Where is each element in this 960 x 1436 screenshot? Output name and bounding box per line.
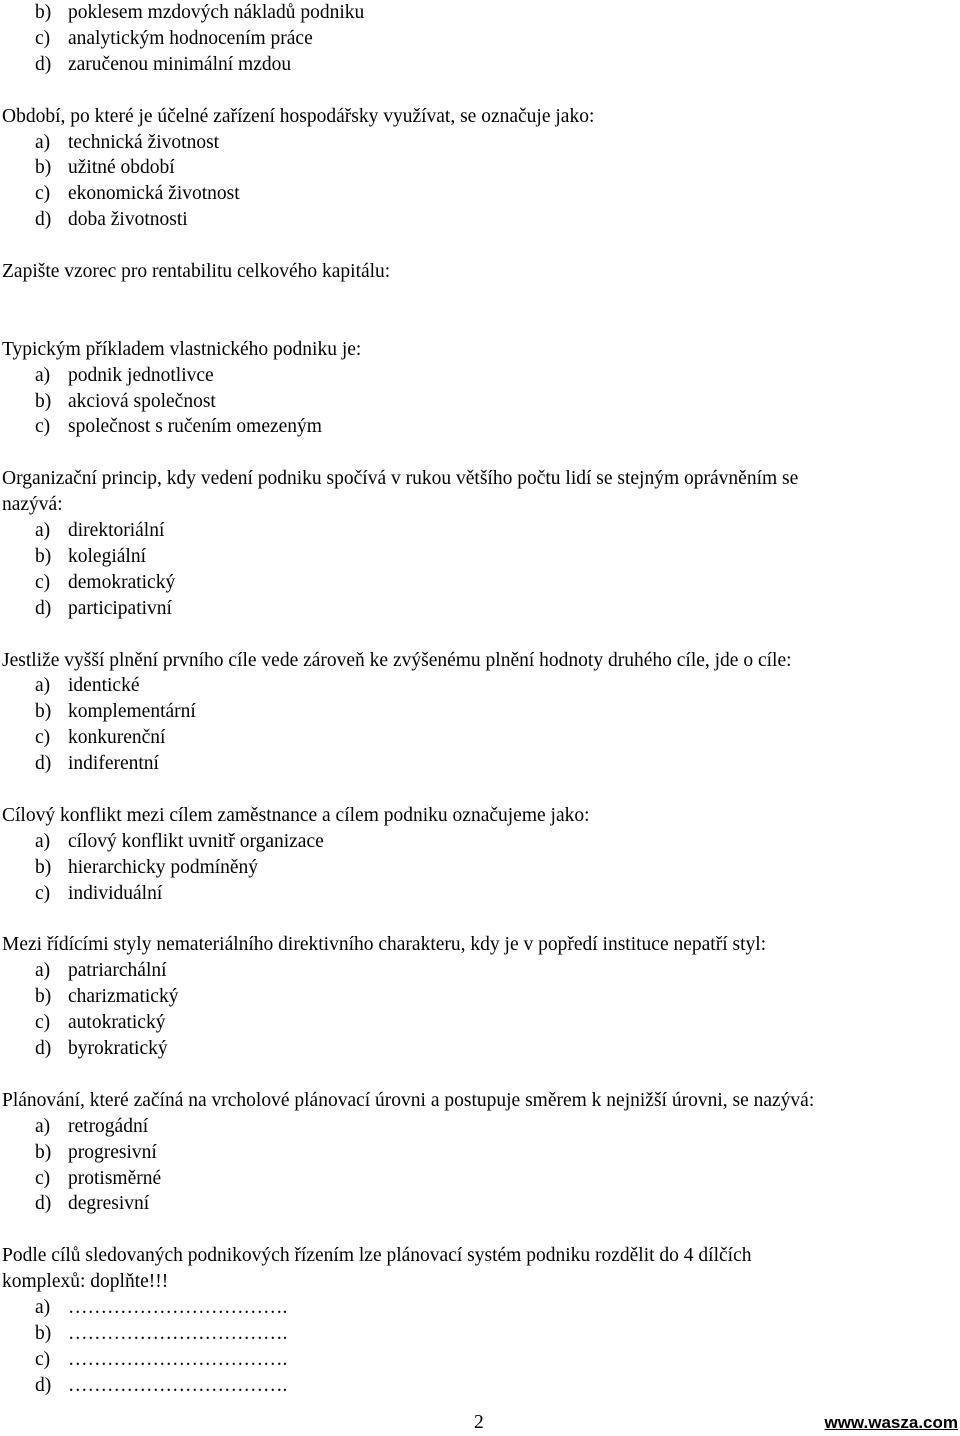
answer-option	[35, 570, 175, 596]
answer-option	[35, 1191, 149, 1217]
answer-option	[35, 181, 240, 207]
option-text: byrokratický	[68, 1038, 168, 1059]
option-letter: a)	[35, 960, 51, 982]
option-text: …………………………….	[68, 1374, 288, 1396]
option-letter: a)	[35, 520, 51, 541]
option-text: …………………………….	[68, 1322, 288, 1344]
option-letter: a)	[35, 1115, 51, 1137]
option-text: společnost s ručením omezeným	[68, 416, 322, 438]
option-text: hierarchicky podmíněný	[68, 856, 259, 878]
question-text: Jestliže vyšší plnění prvního cíle vede zároveň ke zvýšenému plnění hodnoty druhého cíle, jde o cíle:	[2, 649, 792, 671]
page-number: 2	[474, 1412, 484, 1433]
question-text: Organizační princip, kdy vedení podniku spočívá v rukou většího počtu lidí se stejným oprávněním se	[2, 468, 799, 490]
option-text: individuální	[68, 882, 163, 904]
option-letter: a)	[35, 675, 51, 697]
option-letter: b)	[35, 545, 52, 567]
answer-option	[35, 544, 146, 570]
option-letter: d)	[35, 1038, 52, 1059]
question-text-continued: komplexů: doplňte!!!	[2, 1271, 169, 1293]
question-text: Zapište vzorec pro rentabilitu celkového kapitálu:	[2, 261, 391, 282]
option-letter: a)	[35, 830, 51, 852]
option-text: progresivní	[68, 1141, 157, 1163]
option-letter: d)	[35, 753, 52, 775]
option-letter: c)	[35, 882, 51, 904]
answer-option	[35, 1295, 287, 1321]
option-letter: d)	[35, 1374, 52, 1396]
answer-option	[35, 673, 139, 699]
question-text: Cílový konflikt mezi cílem zaměstnance a cílem podniku označujeme jako:	[2, 804, 590, 826]
option-letter: b)	[35, 2, 52, 23]
question-text: Období, po které je účelné zařízení hospodářsky využívat, se označuje jako:	[2, 105, 595, 127]
answer-option	[35, 1373, 287, 1399]
option-letter: c)	[35, 183, 51, 205]
option-text: kolegiální	[68, 545, 146, 567]
option-letter: a)	[35, 1297, 51, 1318]
answer-option	[35, 207, 188, 233]
option-letter: d)	[35, 209, 52, 231]
option-letter: b)	[35, 390, 52, 412]
option-text: analytickým hodnocením práce	[68, 27, 313, 49]
option-letter: b)	[35, 701, 52, 723]
option-text: ekonomická životnost	[68, 183, 240, 205]
question-text: Mezi řídícími styly nemateriálního direktivního charakteru, kdy je v popředí instituce nepatří styl:	[2, 934, 767, 956]
answer-option	[35, 1140, 157, 1166]
option-letter: c)	[35, 727, 51, 749]
site-url-link[interactable]: www.wasza.com	[824, 1413, 958, 1432]
option-text: zaručenou minimální mzdou	[68, 53, 292, 75]
option-letter: b)	[35, 986, 52, 1008]
answer-option	[35, 1321, 287, 1347]
option-letter: a)	[35, 364, 51, 386]
answer-option	[35, 1036, 168, 1062]
option-text: akciová společnost	[68, 390, 216, 412]
option-text: užitné období	[68, 157, 175, 179]
option-text: autokratický	[68, 1012, 166, 1034]
answer-option	[35, 984, 178, 1010]
option-text: retrogádní	[68, 1115, 149, 1137]
option-letter: d)	[35, 53, 52, 75]
option-text: technická životnost	[68, 131, 220, 153]
option-letter: d)	[35, 597, 52, 619]
answer-option	[35, 1347, 287, 1373]
option-text: cílový konflikt uvnitř organizace	[68, 830, 324, 852]
question-text: Typickým příkladem vlastnického podniku je:	[2, 338, 362, 360]
answer-option	[35, 363, 214, 389]
option-letter: c)	[35, 1012, 51, 1034]
option-letter: b)	[35, 1322, 52, 1344]
answer-option	[35, 518, 164, 544]
option-text: charizmatický	[68, 986, 179, 1008]
option-text: patriarchální	[68, 960, 167, 982]
option-text: doba životnosti	[68, 209, 188, 231]
option-letter: b)	[35, 157, 52, 179]
option-text: poklesem mzdových nákladů podniku	[68, 2, 365, 23]
option-text: degresivní	[68, 1193, 150, 1215]
option-letter: d)	[35, 1193, 52, 1215]
option-letter: c)	[35, 1167, 51, 1189]
question-text: Plánování, které začíná na vrcholové plánovací úrovni a postupuje směrem k nejnižší úrovni, se nazývá:	[2, 1089, 815, 1111]
option-text: participativní	[68, 597, 172, 619]
answer-option	[35, 725, 165, 751]
answer-option	[35, 829, 324, 855]
answer-option	[35, 0, 364, 26]
answer-option	[35, 881, 162, 907]
answer-option	[35, 155, 175, 181]
option-text: indiferentní	[68, 753, 159, 775]
option-text: …………………………….	[68, 1297, 288, 1318]
option-text: identické	[68, 675, 140, 697]
option-letter: c)	[35, 1348, 51, 1370]
option-text: komplementární	[68, 701, 196, 723]
answer-option	[35, 1114, 148, 1140]
answer-option	[35, 414, 322, 440]
answer-option	[35, 130, 219, 156]
answer-option	[35, 52, 291, 78]
option-text: konkurenční	[68, 727, 166, 749]
option-letter: b)	[35, 856, 52, 878]
answer-option	[35, 855, 258, 881]
answer-option	[35, 1010, 165, 1036]
option-text: direktoriální	[68, 520, 165, 541]
answer-option	[35, 389, 216, 415]
option-text: protisměrné	[68, 1167, 162, 1189]
question-text-continued: nazývá:	[2, 494, 63, 516]
option-letter: c)	[35, 416, 51, 438]
answer-option	[35, 1166, 161, 1192]
option-text: …………………………….	[68, 1348, 288, 1370]
option-letter: b)	[35, 1141, 52, 1163]
answer-option	[35, 596, 172, 622]
question-text: Podle cílů sledovaných podnikových řízením lze plánovací systém podniku rozdělit do 4 dílčích	[2, 1245, 752, 1267]
answer-option	[35, 751, 159, 777]
answer-option	[35, 699, 196, 725]
option-text: podnik jednotlivce	[68, 364, 214, 386]
answer-option	[35, 26, 313, 52]
option-letter: a)	[35, 131, 51, 153]
answer-option	[35, 958, 167, 984]
option-letter: c)	[35, 27, 51, 49]
option-text: demokratický	[68, 571, 176, 593]
option-letter: c)	[35, 571, 51, 593]
